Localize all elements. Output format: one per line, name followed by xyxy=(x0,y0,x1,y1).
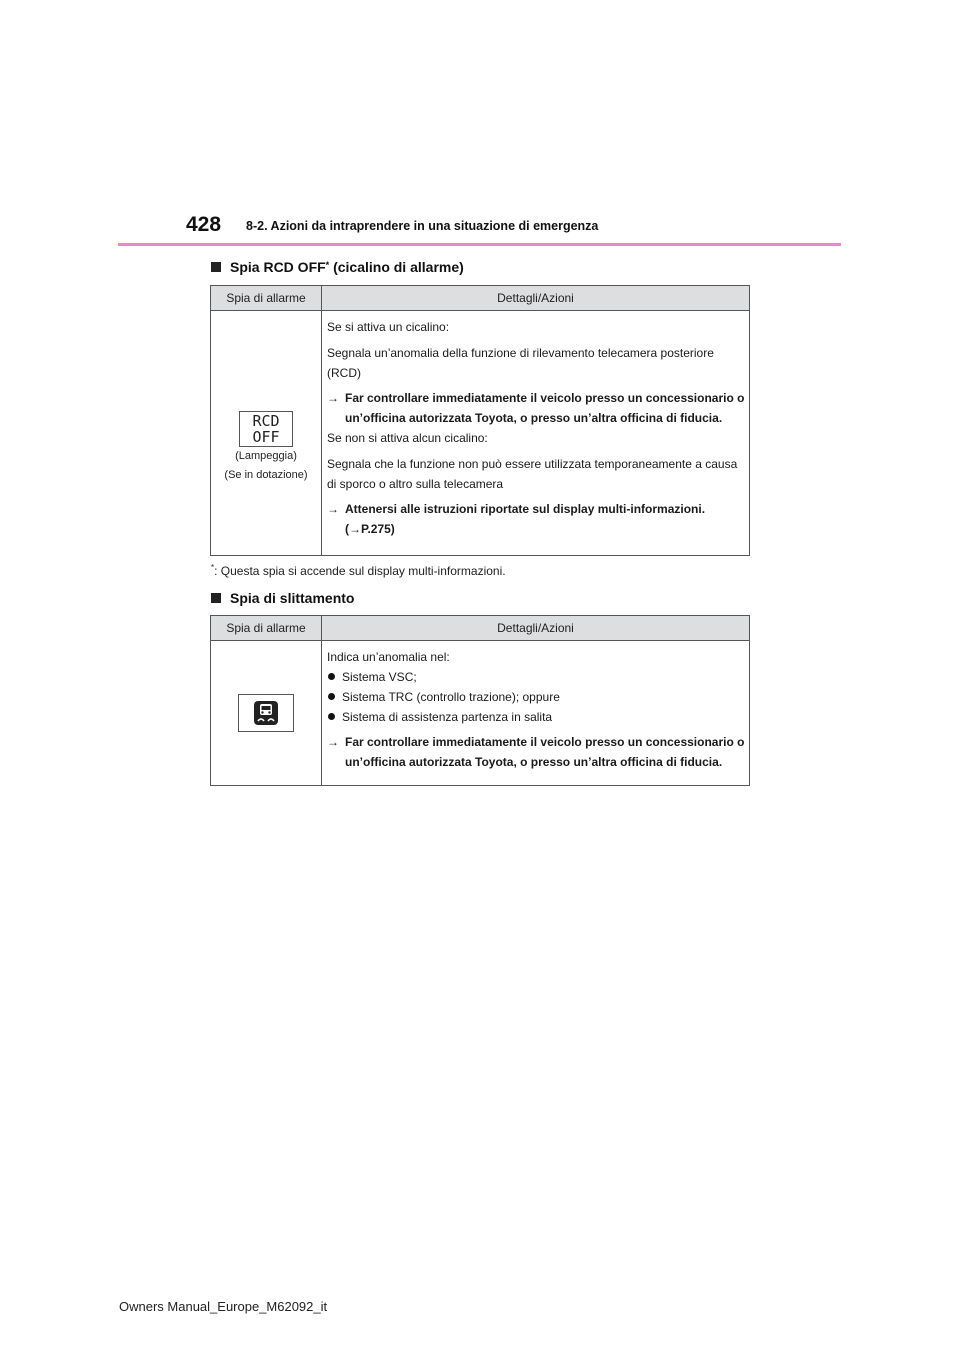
table-header-row xyxy=(211,616,750,641)
table-row xyxy=(211,641,750,786)
table-row xyxy=(211,311,750,556)
column-header-details: Dettagli/Azioni xyxy=(322,616,750,641)
action-item xyxy=(327,499,745,539)
header-divider xyxy=(118,243,841,246)
column-header-details: Dettagli/Azioni xyxy=(322,286,750,311)
action-text: Far controllare immediatamente il veicolo presso un concessionario o un’officina autorizzata Toyota, o presso un’altra officina di fiducia. xyxy=(345,735,745,769)
action-item xyxy=(327,388,745,428)
list-item xyxy=(327,687,745,707)
rcd-off-icon-text-line2: OFF xyxy=(252,428,280,446)
list-item-text: Sistema VSC; xyxy=(342,670,417,684)
column-header-warning-light: Spia di allarme xyxy=(211,616,322,641)
details-text: Se non si attiva alcun cicalino: xyxy=(327,431,488,445)
arrow-icon: → xyxy=(327,391,339,405)
square-bullet-icon xyxy=(211,593,221,603)
icon-caption-blinks: (Lampeggia) xyxy=(235,450,297,462)
footer-manual-id: Owners Manual_Europe_M62092_it xyxy=(119,1299,328,1314)
details-text: Indica un’anomalia nel: xyxy=(327,650,450,664)
action-item xyxy=(327,732,745,772)
chapter-title: 8-2. Azioni da intraprendere in una situazione di emergenza xyxy=(246,219,599,233)
action-text: Attenersi alle istruzioni riportate sul display multi-informazioni. (→P.275) xyxy=(345,502,706,536)
list-item-text: Sistema di assistenza partenza in salita xyxy=(342,710,553,724)
warning-light-cell xyxy=(211,641,322,786)
details-cell xyxy=(322,641,750,786)
section-heading-slip xyxy=(211,590,354,606)
section-title: Spia di slittamento xyxy=(230,590,355,606)
footnote xyxy=(211,563,506,578)
action-text: Far controllare immediatamente il veicolo presso un concessionario o un’officina autorizzata Toyota, o presso un’altra officina di fiducia. xyxy=(345,391,745,425)
footnote-text: : Questa spia si accende sul display multi-informazioni. xyxy=(214,564,506,578)
square-bullet-icon xyxy=(211,262,221,272)
vehicle-skid-icon xyxy=(238,694,294,732)
bullet-dot-icon xyxy=(328,713,335,720)
section-heading-rcd xyxy=(211,259,464,275)
list-item xyxy=(327,667,745,687)
vehicle-skid-icon xyxy=(253,700,279,726)
bullet-dot-icon xyxy=(328,693,335,700)
warning-light-cell xyxy=(211,311,322,556)
section-title-main: Spia RCD OFF xyxy=(230,259,326,275)
list-item-text: Sistema TRC (controllo trazione); oppure xyxy=(342,690,560,704)
arrow-icon: → xyxy=(327,735,339,749)
icon-caption-if-equipped: (Se in dotazione) xyxy=(224,469,308,481)
bullet-dot-icon xyxy=(328,673,335,680)
footnote-marker: * xyxy=(211,563,215,572)
list-item xyxy=(327,707,745,727)
section-title-rest: (cicalino di allarme) xyxy=(329,259,464,275)
table-header-row xyxy=(211,286,750,311)
rcd-warning-table xyxy=(210,285,750,556)
rcd-off-icon xyxy=(239,411,293,447)
details-text: Segnala che la funzione non può essere utilizzata temporaneamente a causa di sporco o altro sulla telecamera xyxy=(327,457,738,491)
arrow-icon: → xyxy=(327,502,339,516)
details-cell xyxy=(322,311,750,556)
column-header-warning-light: Spia di allarme xyxy=(211,286,322,311)
rcd-off-icon-text-line1: RCD xyxy=(252,412,280,430)
details-text: Segnala un’anomalia della funzione di rilevamento telecamera posteriore (RCD) xyxy=(327,346,714,380)
page-number: 428 xyxy=(186,213,222,236)
details-text: Se si attiva un cicalino: xyxy=(327,320,450,334)
footnote-marker: * xyxy=(325,260,330,270)
slip-warning-table xyxy=(210,615,750,786)
